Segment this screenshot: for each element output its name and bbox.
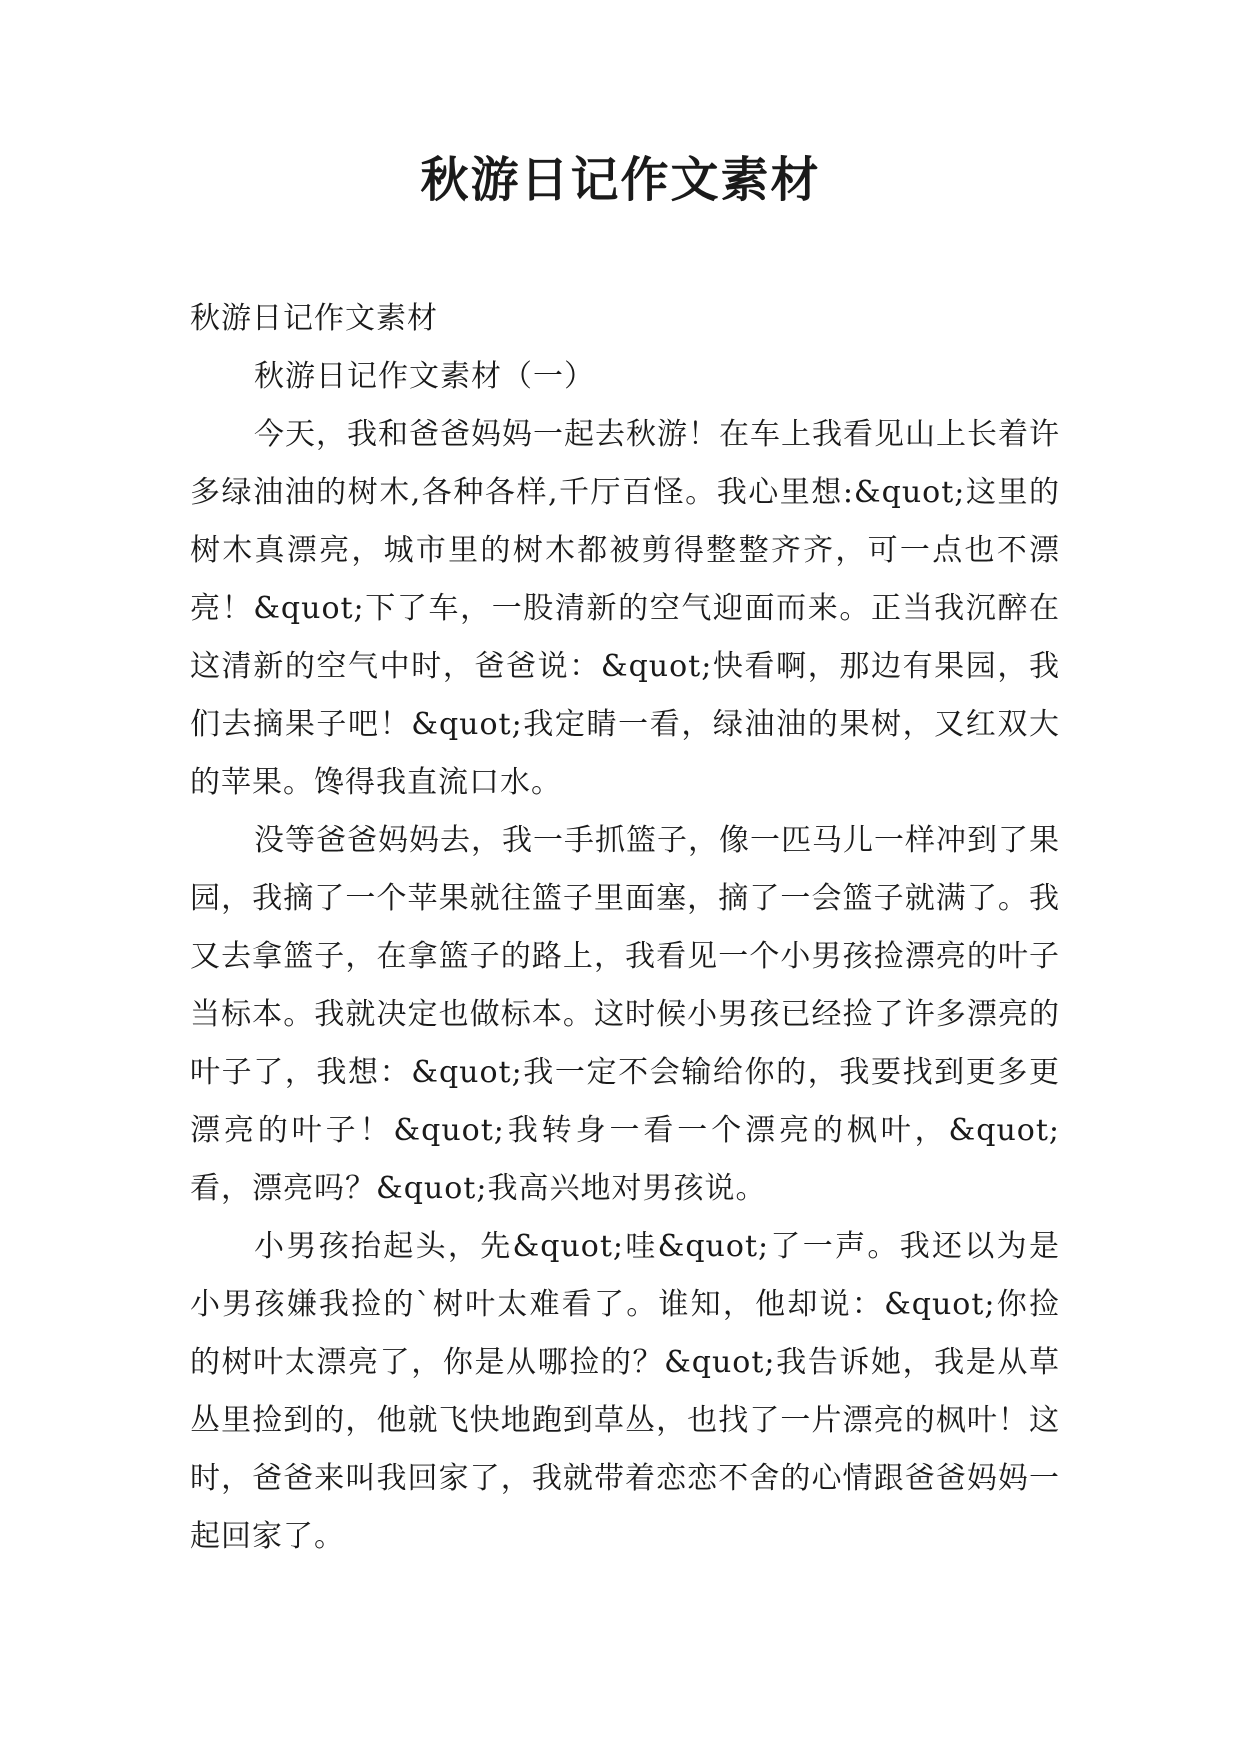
body-paragraph: 今天，我和爸爸妈妈一起去秋游！在车上我看见山上长着许多绿油油的树木,各种各样,千厅百怪。我心里想:&quot;这里的树木真漂亮，城市里的树木都被剪得整整齐齐，可一点也不漂亮！&quot;下了车，一股清新的空气迎面而来。正当我沉醉在这清新的空气中时，爸爸说：&quot;快看啊，那边有果园，我们去摘果子吧！&quot;我定睛一看，绿油油的果树，又红双大的苹果。馋得我直流口水。 (190, 417, 1060, 800)
body-paragraph: 小男孩抬起头，先&quot;哇&quot;了一声。我还以为是小男孩嫌我捡的`树叶太难看了。谁知，他却说：&quot;你捡的树叶太漂亮了，你是从哪捡的？&quot;我告诉她，我是从草丛里捡到的，他就飞快地跑到草丛，也找了一片漂亮的枫叶！这时，爸爸来叫我回家了，我就带着恋恋不舍的心情跟爸爸妈妈一起回家了。 (190, 1229, 1060, 1554)
document-body (190, 290, 1060, 1566)
body-paragraph: 没等爸爸妈妈去，我一手抓篮子，像一匹马儿一样冲到了果园，我摘了一个苹果就往篮子里面塞，摘了一会篮子就满了。我又去拿篮子，在拿篮子的路上，我看见一个小男孩捡漂亮的叶子当标本。我就决定也做标本。这时候小男孩已经捡了许多漂亮的叶子了，我想：&quot;我一定不会输给你的，我要找到更多更漂亮的叶子！&quot;我转身一看一个漂亮的枫叶，&quot;看，漂亮吗？&quot;我高兴地对男孩说。 (190, 823, 1060, 1206)
section-heading: 秋游日记作文素材（一） (254, 359, 595, 394)
intro-line: 秋游日记作文素材 (190, 301, 438, 336)
document-title: 秋游日记作文素材 (420, 152, 821, 208)
